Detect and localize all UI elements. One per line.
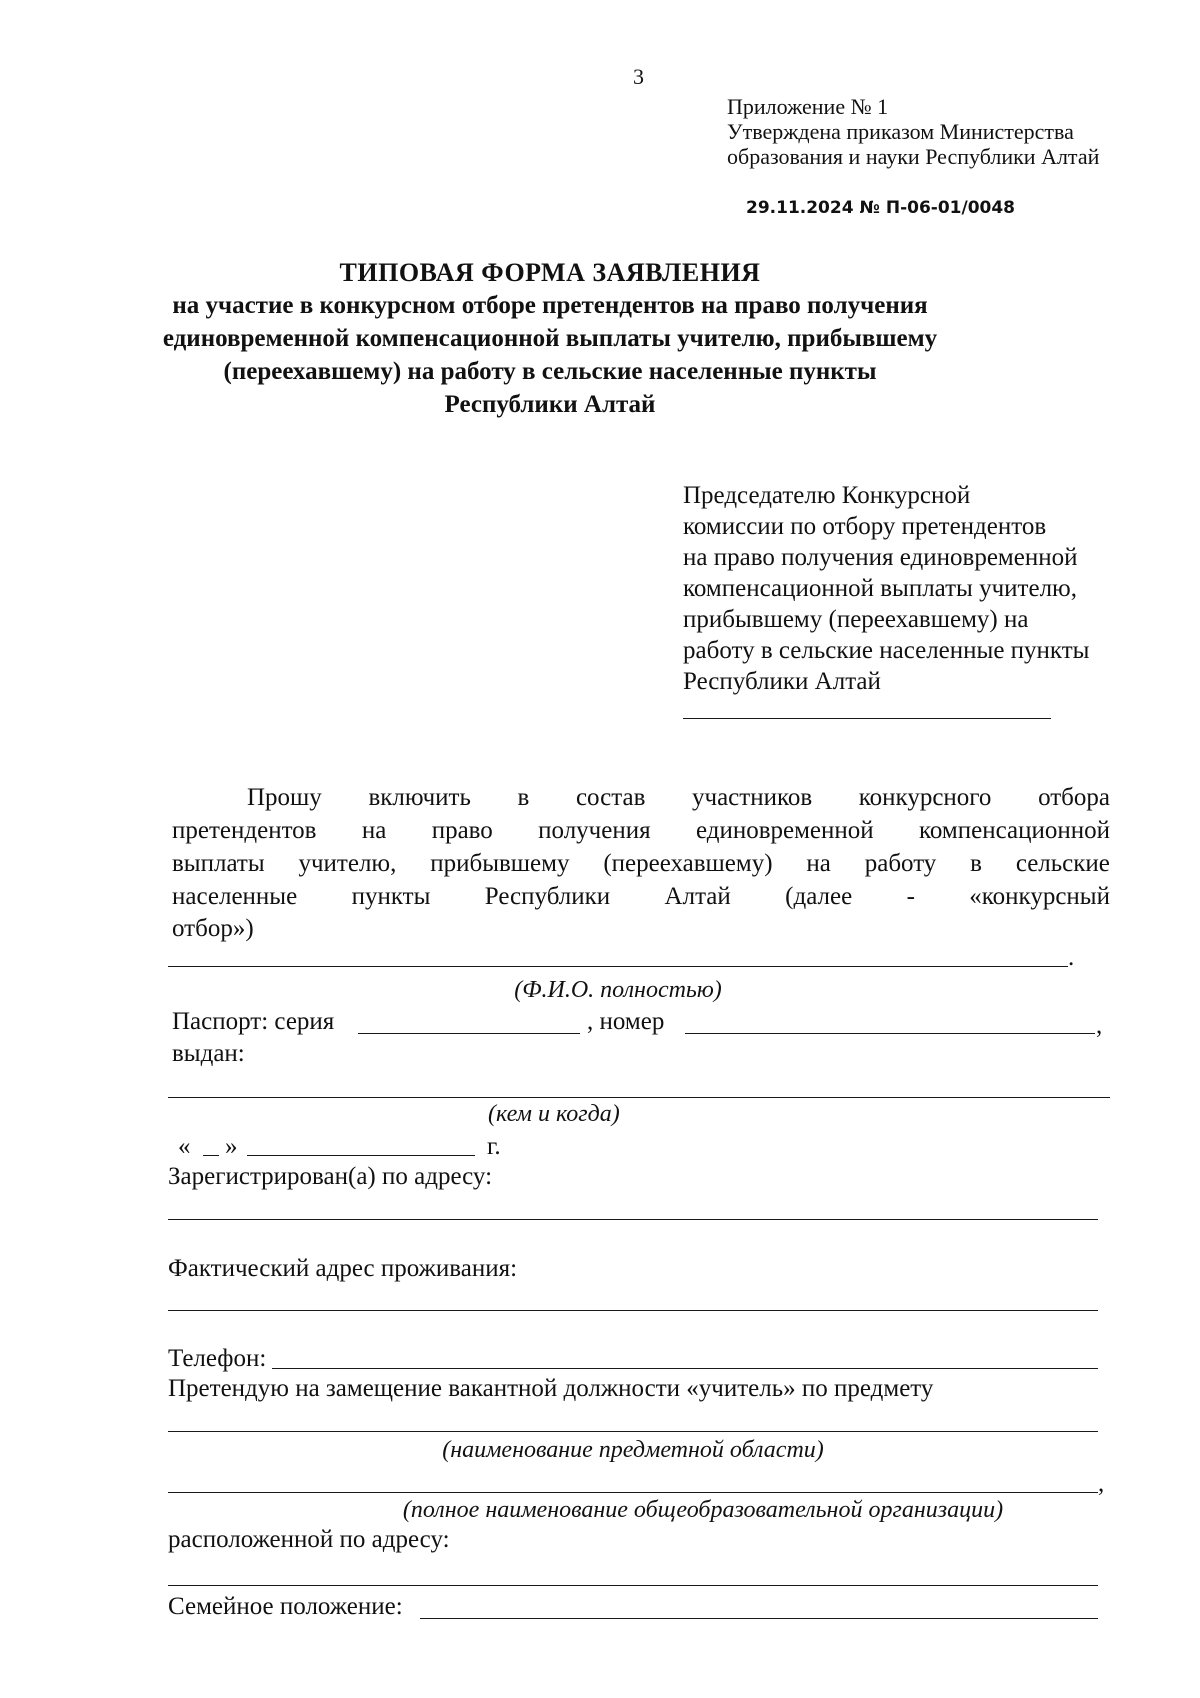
date-month-field[interactable] — [247, 1155, 475, 1156]
paragraph-line-2 — [172, 817, 1110, 849]
word: состав — [575, 784, 646, 811]
phone-label: Телефон: — [168, 1345, 267, 1372]
paragraph-line-5: отбор») — [172, 915, 254, 942]
subject-field[interactable] — [168, 1431, 1098, 1432]
word: сельские — [1015, 850, 1110, 877]
addressee-line: на право получения единовременной — [683, 544, 1078, 571]
passport-number-field[interactable] — [685, 1033, 1095, 1034]
registered-address-field[interactable] — [168, 1219, 1098, 1220]
passport-series-label: Паспорт: серия — [172, 1008, 335, 1035]
word: конкурсного — [858, 784, 992, 811]
issued-by-field[interactable] — [168, 1097, 1110, 1098]
title-line-5: Республики Алтай — [444, 391, 656, 418]
word: прибывшему — [430, 850, 570, 877]
addressee-line: прибывшему (переехавшему) на — [683, 606, 1029, 633]
organization-field[interactable] — [168, 1492, 1098, 1493]
word: Алтай — [664, 883, 731, 910]
title-line-1: ТИПОВАЯ ФОРМА ЗАЯВЛЕНИЯ — [339, 258, 761, 287]
word: отбора — [1038, 784, 1110, 811]
word: выплаты — [172, 850, 265, 877]
addressee-line: комиссии по отбору претендентов — [683, 513, 1047, 540]
fio-field[interactable] — [168, 966, 1068, 967]
date-quote-open: « — [178, 1133, 191, 1160]
word: включить — [368, 784, 471, 811]
title-line-3: единовременной компенсационной выплаты учителю, прибывшему — [162, 325, 938, 352]
subject-caption: (наименование предметной области) — [442, 1437, 824, 1463]
fio-end-dot: . — [1068, 944, 1075, 971]
title-line-2: на участие в конкурсном отборе претендентов на право получения — [172, 292, 928, 319]
order-reference: 29.11.2024 № П-06-01/0048 — [746, 198, 1016, 218]
approved-line-2: образования и науки Республики Алтай — [727, 144, 1100, 169]
family-status-field[interactable] — [420, 1618, 1098, 1619]
actual-address-label: Фактический адрес проживания: — [168, 1255, 518, 1282]
addressee-line: Председателю Конкурсной — [683, 482, 971, 509]
passport-number-comma: , — [1096, 1012, 1103, 1039]
addressee-line: работу в сельские населенные пункты — [683, 637, 1090, 664]
word: населенные — [172, 883, 298, 910]
word: в — [517, 784, 530, 811]
word: претендентов — [172, 817, 317, 844]
actual-address-field[interactable] — [168, 1310, 1098, 1311]
word: учителю, — [298, 850, 397, 877]
date-quote-close: » — [225, 1133, 238, 1160]
word: работу — [864, 850, 937, 877]
word: (переехавшему) — [603, 850, 773, 877]
word: Прошу — [247, 784, 322, 811]
word: получения — [538, 817, 651, 844]
organization-comma: , — [1098, 1470, 1105, 1497]
registered-address-label: Зарегистрирован(а) по адресу: — [168, 1163, 493, 1190]
passport-series-field[interactable] — [358, 1033, 580, 1034]
appendix-label: Приложение № 1 — [727, 94, 889, 119]
family-status-label: Семейное положение: — [168, 1593, 403, 1620]
phone-field[interactable] — [272, 1368, 1098, 1369]
organization-address-field[interactable] — [168, 1585, 1098, 1586]
addressee-name-field[interactable] — [683, 718, 1051, 719]
addressee-line: компенсационной выплаты учителю, — [683, 575, 1077, 602]
passport-number-label: , номер — [587, 1008, 665, 1035]
word: единовременной — [695, 817, 874, 844]
word: компенсационной — [919, 817, 1110, 844]
paragraph-line-1 — [247, 784, 1110, 816]
issued-label: выдан: — [172, 1040, 245, 1067]
issued-caption: (кем и когда) — [488, 1101, 620, 1127]
word: «конкурсный — [969, 883, 1110, 910]
addressee-line: Республики Алтай — [683, 668, 881, 695]
word: право — [431, 817, 493, 844]
approved-line-1: Утверждена приказом Министерства — [727, 119, 1074, 144]
word: пункты — [351, 883, 431, 910]
word: на — [806, 850, 831, 877]
paragraph-line-3 — [172, 850, 1110, 882]
addressee-block — [683, 480, 1123, 697]
word: Республики — [484, 883, 611, 910]
word: участников — [692, 784, 813, 811]
year-suffix: г. — [487, 1133, 501, 1160]
word: (далее — [785, 883, 853, 910]
title-line-4: (переехавшему) на работу в сельские населенные пункты — [223, 358, 877, 385]
located-address-label: расположенной по адресу: — [168, 1526, 450, 1553]
word: - — [906, 883, 915, 910]
word: в — [970, 850, 982, 877]
organization-caption: (полное наименование общеобразовательной организации) — [402, 1497, 1004, 1523]
date-day-field[interactable] — [203, 1155, 219, 1156]
document-title — [150, 256, 950, 421]
page-number: 3 — [633, 64, 644, 89]
paragraph-line-4 — [172, 883, 1110, 915]
vacancy-text: Претендую на замещение вакантной должности «учитель» по предмету — [168, 1375, 934, 1402]
word: на — [361, 817, 387, 844]
fio-caption: (Ф.И.О. полностью) — [514, 977, 722, 1003]
